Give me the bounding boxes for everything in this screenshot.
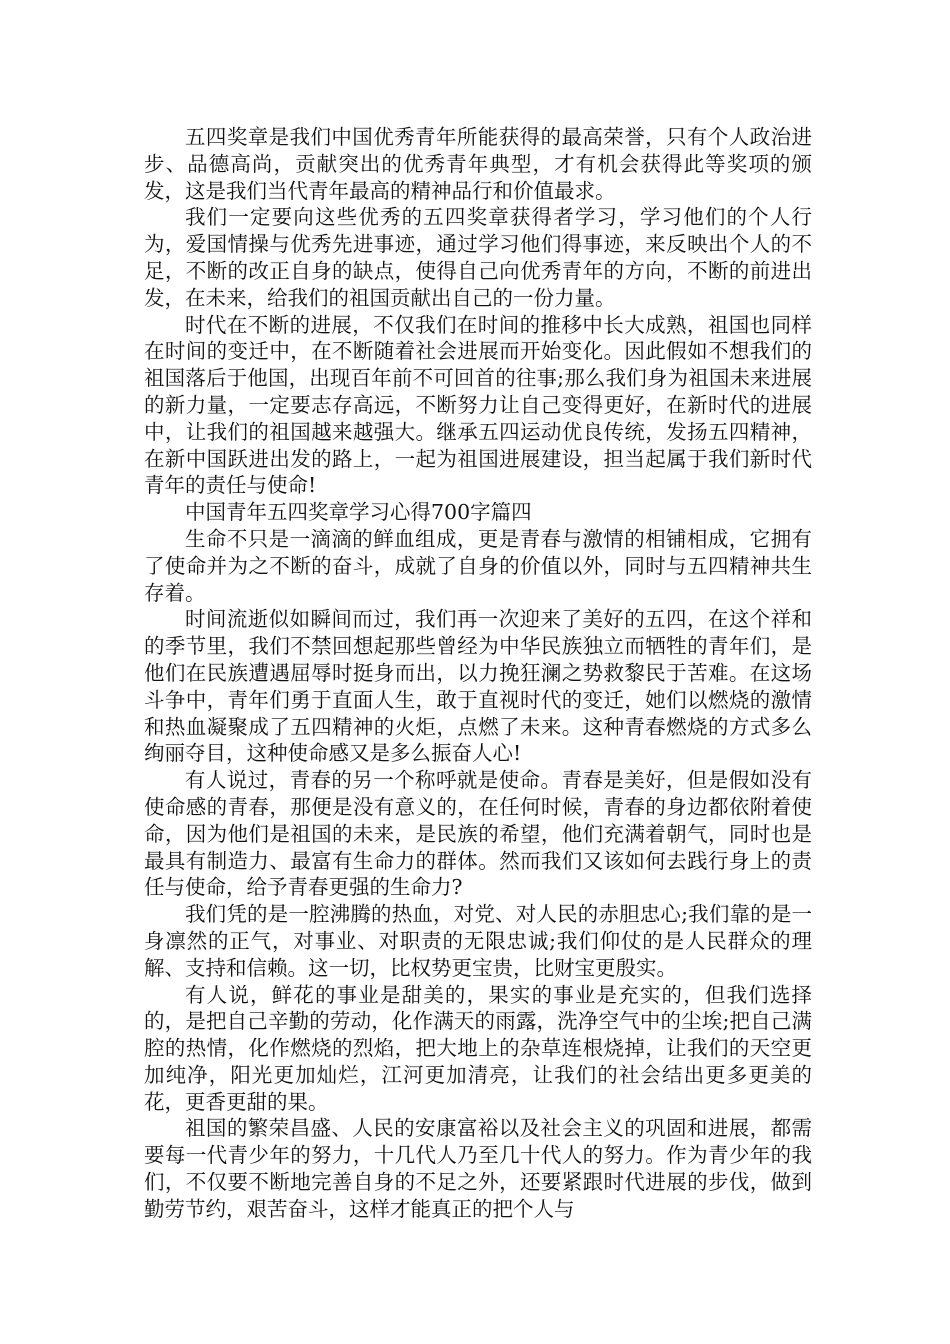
paragraph-wusi-medal-honor: 五四奖章是我们中国优秀青年所能获得的最高荣誉，只有个人政治进步、品德高尚，贡献突出的优秀青年典型，才有机会获得此等奖项的颁发，这是我们当代青年最高的精神品行和价值最求。 bbox=[144, 125, 812, 203]
document-body bbox=[144, 124, 812, 1223]
paragraph-times-progress: 时代在不断的进展，不仅我们在时间的推移中长大成熟，祖国也同样在时间的变迁中，在不断随着社会进展而开始变化。因此假如不想我们的祖国落后于他国，出现百年前不可回首的往事;那么我们身为祖国未来进展的新力量，一定要志存高远，不断努力让自己变得更好，在新时代的进展中，让我们的祖国越来越强大。继承五四运动优良传统，发扬五四精神，在新中国跃进出发的路上，一起为祖国进展建设，担当起属于我们新时代青年的责任与使命! bbox=[144, 312, 812, 498]
paragraph-national-prosperity: 祖国的繁荣昌盛、人民的安康富裕以及社会主义的巩固和进展，都需要每一代青少年的努力，十几代人乃至几十代人的努力。作为青少年的我们，不仅要不断地完善自身的不足之外，还要紧跟时代进展的步伐，做到勤劳节约，艰苦奋斗，这样才能真正的把个人与 bbox=[144, 1116, 812, 1221]
paragraph-life-and-youth: 生命不只是一滴滴的鲜血组成，更是青春与激情的相铺相成，它拥有了使命并为之不断的奋斗，成就了自身的价值以外，同时与五四精神共生存着。 bbox=[144, 526, 812, 605]
paragraph-youth-mission: 有人说过，青春的另一个称呼就是使命。青春是美好，但是假如没有使命感的青春，那便是没有意义的，在任何时候，青春的身边都依附着使命，因为他们是祖国的未来，是民族的希望，他们充满着朝气，同时也是最具有制造力、最富有生命力的群体。然而我们又该如何去践行身上的责任与使命，给予青春更强的生命力? bbox=[144, 768, 812, 900]
section-heading: 中国青年五四奖章学习心得700字篇四 bbox=[185, 500, 532, 525]
paragraph-time-flies: 时间流逝似如瞬间而过，我们再一次迎来了美好的五四，在这个祥和的季节里，我们不禁回想起那些曾经为中华民族独立而牺牲的青年们，是他们在民族遭遇屈辱时挺身而出，以力挽狂澜之势救黎民于苦难。在这场斗争中，青年们勇于直面人生，敢于直视时代的变迁，她们以燃烧的激情和热血凝聚成了五四精神的火炬，点燃了未来。这种青春燃烧的方式多么绚丽夺目，这种使命感又是多么振奋人心! bbox=[144, 607, 812, 766]
paragraph-learn-from-winners: 我们一定要向这些优秀的五四奖章获得者学习，学习他们的个人行为，爱国情操与优秀先进事迹，通过学习他们得事迹，来反映出个人的不足，不断的改正自身的缺点，使得自己向优秀青年的方向，不断的前进出发，在未来，给我们的祖国贡献出自己的一份力量。 bbox=[144, 205, 812, 310]
paragraph-flowers-fruits: 有人说，鲜花的事业是甜美的，果实的事业是充实的，但我们选择的，是把自己辛勤的劳动，化作满天的雨露，洗净空气中的尘埃;把自己满腔的热情，化作燃烧的烈焰，把大地上的杂草连根烧掉，让我们的天空更加纯净，阳光更加灿烂，江河更加清亮，让我们的社会结出更多更美的花，更香更甜的果。 bbox=[144, 982, 812, 1114]
paragraph-passion-loyalty: 我们凭的是一腔沸腾的热血，对党、对人民的赤胆忠心;我们靠的是一身凛然的正气，对事业、对职责的无限忠诚;我们仰仗的是人民群众的理解、支持和信赖。这一切，比权势更宝贵，比财宝更殷实。 bbox=[144, 902, 812, 980]
